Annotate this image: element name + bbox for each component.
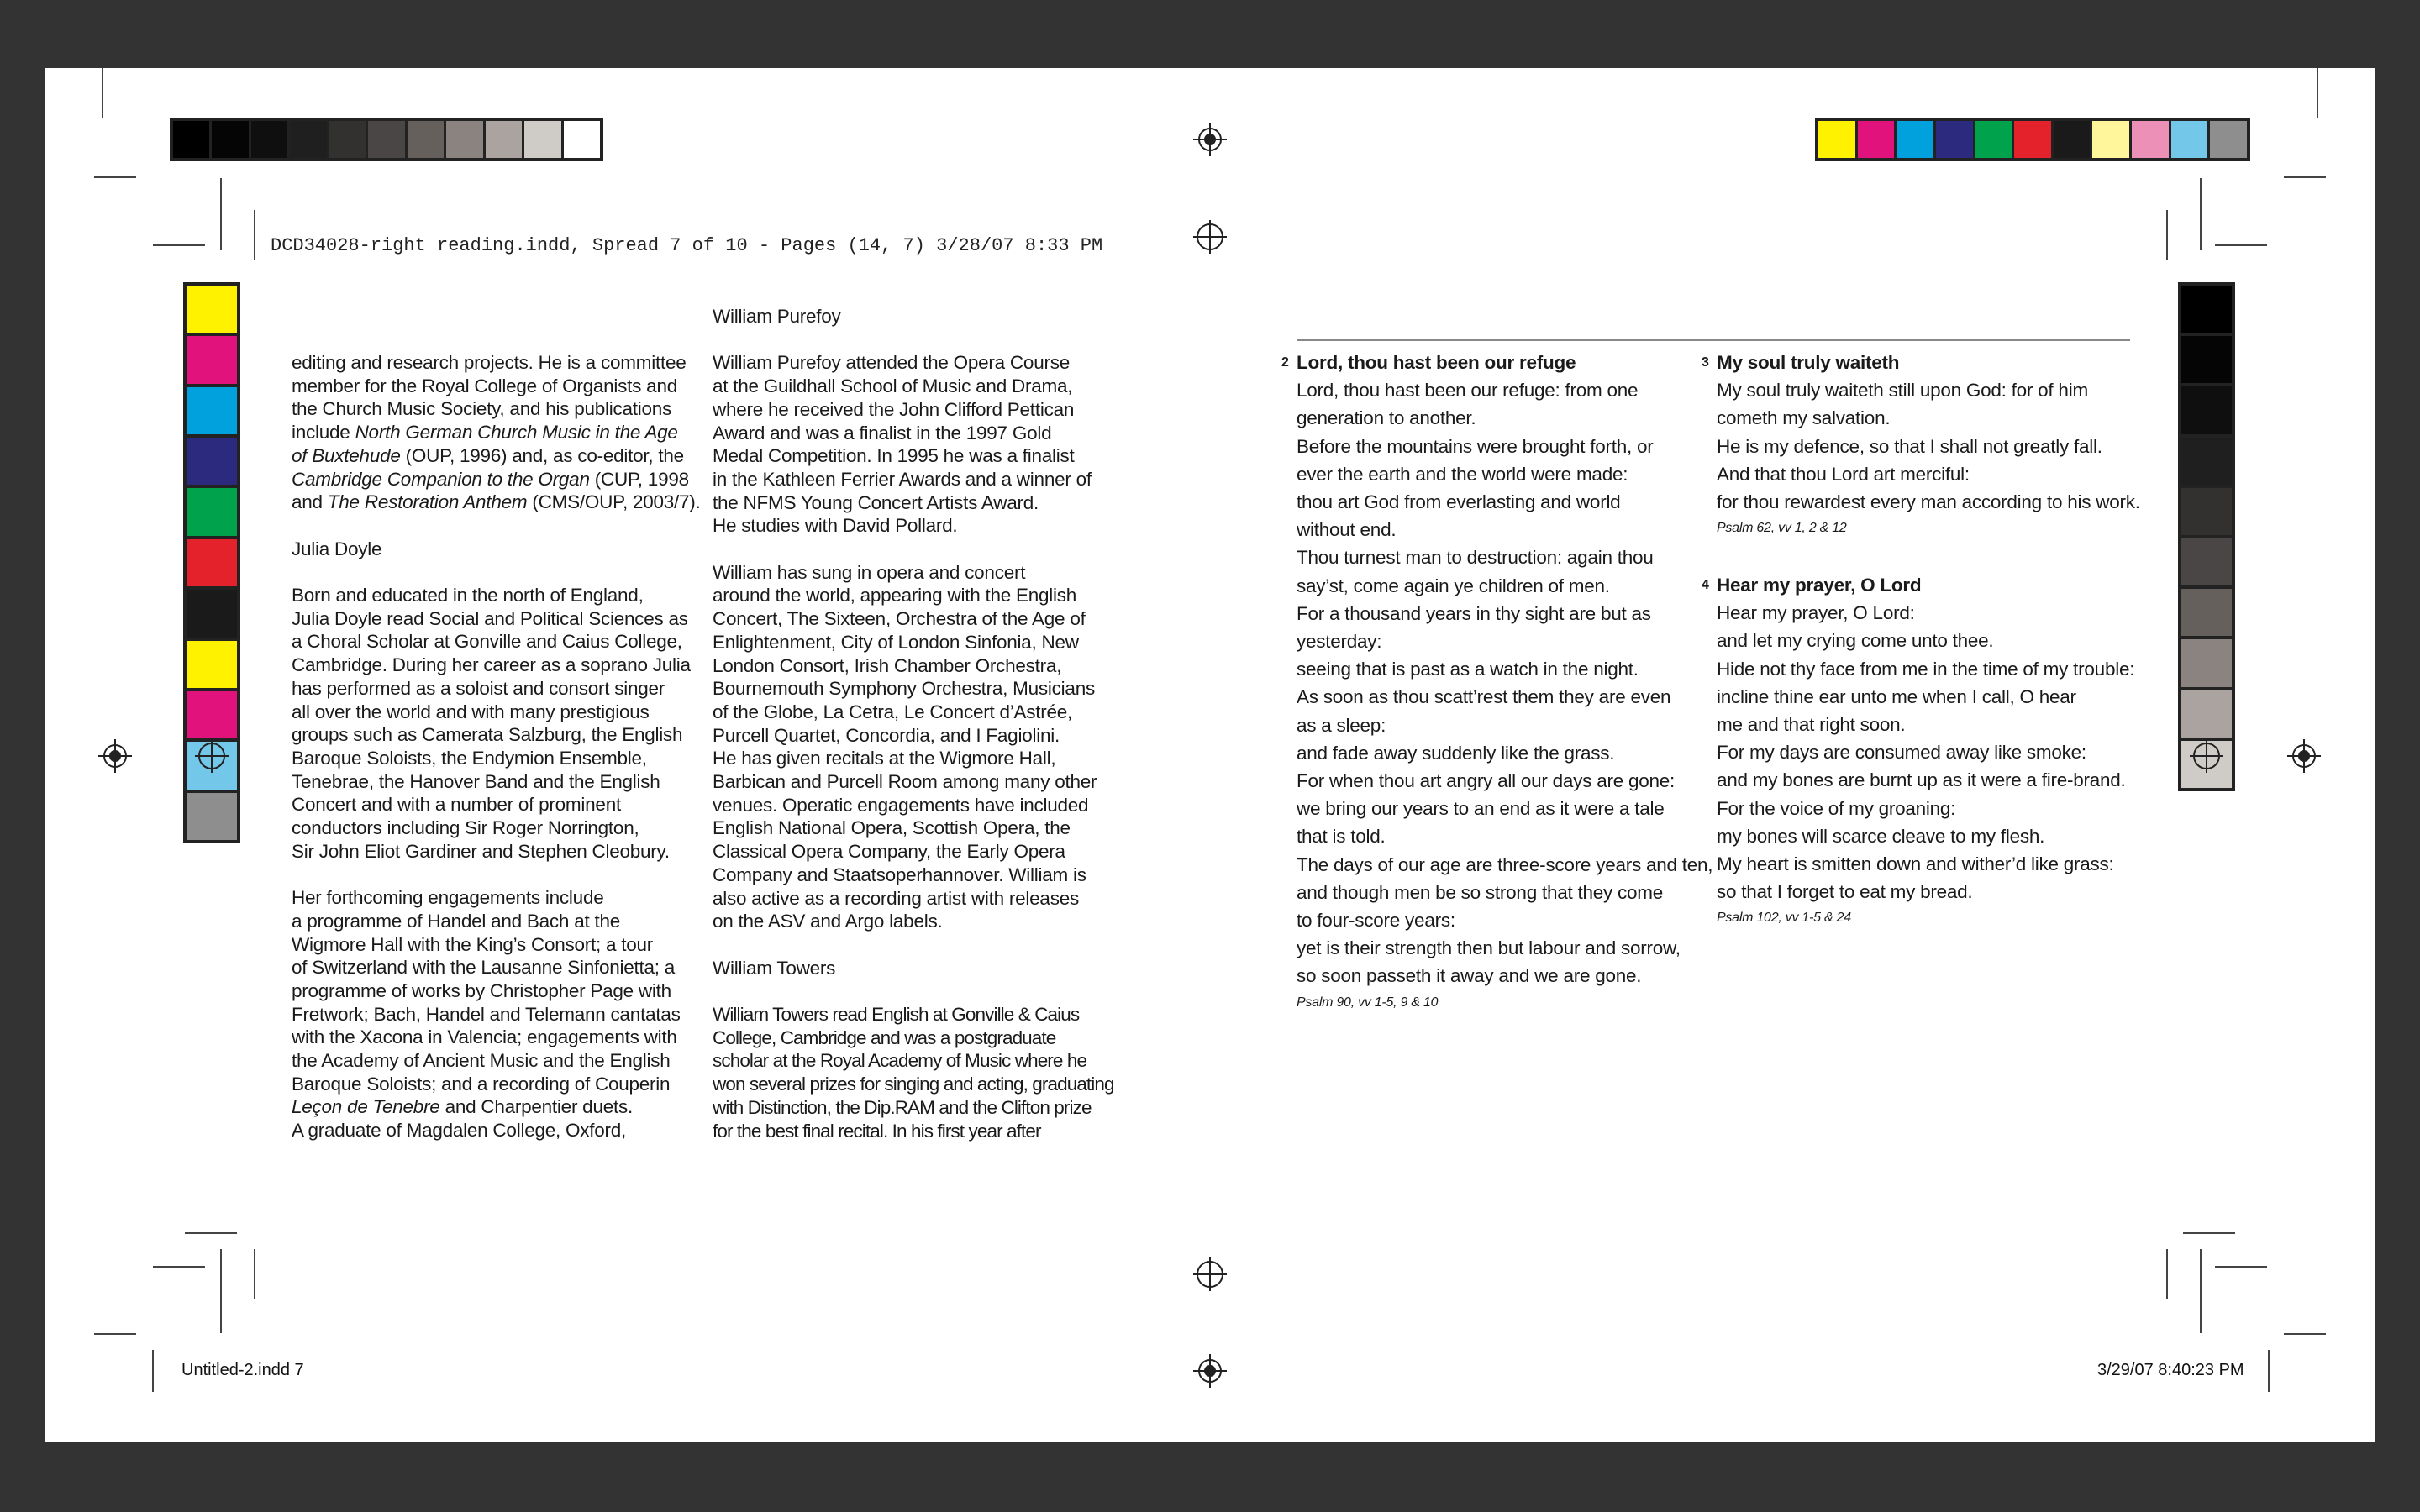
text-line: incline thine ear unto me when I call, O hear <box>1717 685 2076 707</box>
text-line: Concert, The Sixteen, Orchestra of the Age of <box>713 608 1086 630</box>
text-line: groups such as Camerata Salzburg, the English <box>292 724 683 746</box>
color-swatch <box>187 488 237 538</box>
color-swatch <box>524 121 563 158</box>
section-heading-julia-doyle: Julia Doyle <box>292 538 382 559</box>
color-swatch <box>564 121 600 158</box>
text-line: Fretwork; Bach, Handel and Telemann cantatas <box>292 1003 681 1025</box>
color-swatch <box>1858 121 1897 158</box>
text-line: Bournemouth Symphony Orchestra, Musicians <box>713 678 1095 700</box>
color-swatch <box>251 121 290 158</box>
text-line: Before the mountains were brought forth, or <box>1297 435 1654 457</box>
color-swatch <box>2181 690 2232 741</box>
color-swatch <box>2132 121 2171 158</box>
color-swatch <box>187 286 237 336</box>
psalm-reference: Psalm 62, vv 1, 2 & 12 <box>1717 521 1847 536</box>
text-line: the NFMS Young Concert Artists Award. <box>713 491 1039 513</box>
text-line: with Distinction, the Dip.RAM and the Clifton prize <box>713 1096 1092 1118</box>
text-line: that is told. <box>1297 826 1386 848</box>
color-swatch <box>2210 121 2247 158</box>
text-line: conductors including Sir Roger Norrington, <box>292 817 639 839</box>
text-line: The days of our age are three-score years and ten, <box>1297 853 1713 875</box>
color-swatch <box>2171 121 2211 158</box>
text-line: has performed as a soloist and consort singer <box>292 677 665 699</box>
color-swatch <box>1936 121 1975 158</box>
text-line: Sir John Eliot Gardiner and Stephen Cleobury. <box>292 840 670 862</box>
color-swatch <box>408 121 446 158</box>
text-line: on the ASV and Argo labels. <box>713 911 943 932</box>
section-heading-william-towers: William Towers <box>713 957 836 979</box>
text-line: programme of works by Christopher Page with <box>292 979 671 1001</box>
text-line: As soon as thou scatt’rest them they are even <box>1297 686 1671 708</box>
text-line: Lord, thou hast been our refuge: from one <box>1297 380 1639 402</box>
footer-file-info: Untitled-2.indd 7 <box>182 1361 304 1379</box>
text-line: of the Globe, La Cetra, Le Concert d’Astrée, <box>713 701 1072 722</box>
color-swatch <box>187 691 237 742</box>
text-line: Leçon de Tenebre and Charpentier duets. <box>292 1096 633 1118</box>
paragraph <box>292 584 712 863</box>
text-line: around the world, appearing with the English <box>713 585 1077 606</box>
psalm-number: 2 <box>1281 355 1289 370</box>
psalm-2-text <box>1281 349 1717 1016</box>
text-line: Hear my prayer, O Lord: <box>1717 602 1915 624</box>
text-line: in the Kathleen Ferrier Awards and a winner of <box>713 468 1092 490</box>
registration-mark-left-strip-icon <box>195 739 229 773</box>
text-line: He is my defence, so that I shall not greatly fall. <box>1717 435 2102 457</box>
color-swatch <box>446 121 485 158</box>
text-line: Company and Staatsoperhannover. William is <box>713 864 1086 885</box>
text-line: For my days are consumed away like smoke: <box>1717 742 2086 764</box>
color-swatch <box>187 438 237 488</box>
text-line: William Purefoy attended the Opera Course <box>713 352 1070 374</box>
text-line: generation to another. <box>1297 407 1476 429</box>
paragraph <box>713 351 1133 538</box>
color-swatch <box>329 121 368 158</box>
text-line: William has sung in opera and concert <box>713 561 1026 583</box>
text-line: scholar at the Royal Academy of Music where he <box>713 1050 1087 1072</box>
text-line: Hide not thy face from me in the time of my trouble: <box>1717 658 2135 680</box>
text-line: For when thou art angry all our days are gone: <box>1297 770 1676 792</box>
text-line: cometh my salvation. <box>1717 407 1891 429</box>
text-line: editing and research projects. He is a committee <box>292 352 687 373</box>
text-line: A graduate of Magdalen College, Oxford, <box>292 1120 627 1142</box>
psalm-number: 4 <box>1702 578 1709 592</box>
text-line: a Choral Scholar at Gonville and Caius College, <box>292 631 682 653</box>
text-line: College, Cambridge and was a postgraduate <box>713 1026 1056 1048</box>
text-line: and though men be so strong that they come <box>1297 881 1664 903</box>
registration-mark-right-icon <box>2287 739 2321 773</box>
color-calibration-bar <box>1815 118 2250 161</box>
psalm-4-text <box>1702 571 2137 931</box>
text-line: English National Opera, Scottish Opera, the <box>713 817 1071 839</box>
text-line: My soul truly waiteth still upon God: for of him <box>1717 380 2088 402</box>
color-swatch <box>1897 121 1936 158</box>
registration-mark-bottom-cross-icon <box>1193 1257 1227 1291</box>
text-line: William Towers read English at Gonville & Caius <box>713 1004 1080 1026</box>
text-line: where he received the John Clifford Pettican <box>713 398 1075 420</box>
color-swatch <box>1975 121 2015 158</box>
text-line: for thou rewardest every man according to his work. <box>1717 491 2140 513</box>
psalm-reference: Psalm 90, vv 1-5, 9 & 10 <box>1297 995 1439 1010</box>
indd-slug-line: DCD34028-right reading.indd, Spread 7 of 10 - Pages (14, 7) 3/28/07 8:33 PM <box>271 235 1103 256</box>
text-line: include North German Church Music in the Age <box>292 422 678 444</box>
text-line: without end. <box>1297 519 1397 541</box>
text-line: ever the earth and the world were made: <box>1297 463 1628 485</box>
color-swatch <box>187 336 237 386</box>
text-line: so soon passeth it away and we are gone. <box>1297 965 1642 987</box>
text-line: Award and was a finalist in the 1997 Gold <box>713 422 1052 444</box>
text-line: with the Xacona in Valencia; engagements with <box>292 1026 677 1048</box>
psalm-title: My soul truly waiteth <box>1717 352 1900 373</box>
text-line: For a thousand years in thy sight are but as <box>1297 602 1651 624</box>
text-line: also active as a recording artist with releases <box>713 887 1079 909</box>
text-line: and my bones are burnt up as it were a fire-brand. <box>1717 769 2126 791</box>
text-line: For the voice of my groaning: <box>1717 797 1956 819</box>
text-line: me and that right soon. <box>1717 714 1906 736</box>
text-line: yet is their strength then but labour and sorrow, <box>1297 937 1681 959</box>
section-heading-william-purefoy: William Purefoy <box>713 306 841 327</box>
text-line: Tenebrae, the Hanover Band and the English <box>292 770 660 792</box>
text-line: a programme of Handel and Bach at the <box>292 910 620 932</box>
registration-mark-top-cross-icon <box>1193 220 1227 254</box>
color-swatch <box>1818 121 1858 158</box>
biography-column-right <box>713 305 1133 1142</box>
color-swatch <box>187 590 237 640</box>
color-swatch <box>187 387 237 438</box>
right-grayscale-calibration-strip <box>2178 282 2235 791</box>
biography-column-left <box>292 351 712 1142</box>
color-swatch <box>187 793 237 840</box>
text-line: My heart is smitten down and wither’d like grass: <box>1717 853 2114 875</box>
text-line: we bring our years to an end as it were a tale <box>1297 798 1665 820</box>
registration-mark-right-strip-icon <box>2190 739 2223 773</box>
text-line: my bones will scarce cleave to my flesh. <box>1717 825 2045 847</box>
paragraph <box>292 886 712 1095</box>
text-line: of Switzerland with the Lausanne Sinfonietta; a <box>292 957 676 979</box>
text-line: Born and educated in the north of England, <box>292 585 644 606</box>
psalm-title: Hear my prayer, O Lord <box>1717 575 1922 596</box>
color-swatch <box>2181 538 2232 589</box>
text-line: Her forthcoming engagements include <box>292 887 604 909</box>
registration-mark-bottom-icon <box>1193 1354 1227 1388</box>
color-swatch <box>2181 286 2232 336</box>
text-line: for the best final recital. In his first year after <box>713 1120 1041 1142</box>
color-swatch <box>2181 336 2232 386</box>
color-swatch <box>187 641 237 691</box>
text-line: Cambridge. During her career as a soprano Julia <box>292 654 691 676</box>
text-line: Enlightenment, City of London Sinfonia, New <box>713 631 1079 653</box>
text-line: London Consort, Irish Chamber Orchestra, <box>713 654 1062 676</box>
text-line: the Academy of Ancient Music and the English <box>292 1050 671 1072</box>
text-line: He has given recitals at the Wigmore Hall, <box>713 748 1056 769</box>
color-swatch <box>2014 121 2054 158</box>
psalm-number: 3 <box>1702 355 1709 370</box>
text-line: so that I forget to eat my bread. <box>1717 881 1973 903</box>
color-swatch <box>2054 121 2093 158</box>
text-line: He studies with David Pollard. <box>713 515 958 537</box>
text-line: won several prizes for singing and acting, graduating <box>713 1074 1114 1095</box>
text-line: Purcell Quartet, Concordia, and I Fagiolini. <box>713 724 1060 746</box>
text-line: member for the Royal College of Organists and <box>292 375 677 396</box>
grayscale-calibration-bar <box>170 118 603 161</box>
text-line: and fade away suddenly like the grass. <box>1297 742 1615 764</box>
psalm-reference: Psalm 102, vv 1-5 & 24 <box>1717 911 1851 926</box>
text-line: Baroque Soloists, the Endymion Ensemble, <box>292 747 647 769</box>
text-line: Thou turnest man to destruction: again thou <box>1297 547 1654 569</box>
text-line: all over the world and with many prestigious <box>292 701 650 722</box>
paragraph <box>713 1003 1133 1142</box>
text-line: Concert and with a number of prominent <box>292 794 621 816</box>
text-line: at the Guildhall School of Music and Drama, <box>713 375 1073 397</box>
text-line: Cambridge Companion to the Organ (CUP, 1998 <box>292 468 689 490</box>
color-swatch <box>2092 121 2132 158</box>
color-swatch <box>2181 488 2232 538</box>
divider-rule <box>1297 339 2130 341</box>
color-swatch <box>2181 438 2232 488</box>
text-line: as a sleep: <box>1297 714 1386 736</box>
text-line: Wigmore Hall with the King’s Consort; a tour <box>292 933 654 955</box>
text-line: seeing that is past as a watch in the night. <box>1297 659 1639 680</box>
text-line: venues. Operatic engagements have included <box>713 794 1089 816</box>
color-swatch <box>2181 589 2232 639</box>
text-line: And that thou Lord art merciful: <box>1717 463 1970 485</box>
text-line: of Buxtehude (OUP, 1996) and, as co-editor, the <box>292 444 684 466</box>
text-line: thou art God from everlasting and world <box>1297 491 1621 513</box>
text-line: Julia Doyle read Social and Political Sciences as <box>292 607 688 629</box>
color-swatch <box>486 121 524 158</box>
color-swatch <box>2181 639 2232 690</box>
psalm-title: Lord, thou hast been our refuge <box>1297 352 1576 373</box>
color-swatch <box>173 121 212 158</box>
text-line: yesterday: <box>1297 631 1382 653</box>
registration-mark-top-icon <box>1193 123 1227 156</box>
text-line: to four-score years: <box>1297 910 1455 932</box>
text-line: and The Restoration Anthem (CMS/OUP, 2003/7). <box>292 491 701 513</box>
registration-mark-left-icon <box>98 739 132 773</box>
color-swatch <box>290 121 329 158</box>
color-swatch <box>368 121 407 158</box>
text-line: and let my crying come unto thee. <box>1717 630 1994 652</box>
paragraph <box>713 561 1133 933</box>
text-line: say’st, come again ye children of men. <box>1297 575 1610 596</box>
color-swatch <box>187 539 237 590</box>
text-line: Barbican and Purcell Room among many other <box>713 771 1097 793</box>
text-line: Medal Competition. In 1995 he was a finalist <box>713 445 1075 467</box>
text-line: Classical Opera Company, the Early Opera <box>713 841 1065 863</box>
color-swatch <box>2181 386 2232 437</box>
text-line: Baroque Soloists; and a recording of Couperin <box>292 1073 671 1095</box>
text-line: the Church Music Society, and his publications <box>292 398 672 420</box>
color-swatch <box>212 121 250 158</box>
footer-timestamp: 3/29/07 8:40:23 PM <box>2097 1361 2244 1379</box>
psalm-3-text <box>1702 349 2140 541</box>
